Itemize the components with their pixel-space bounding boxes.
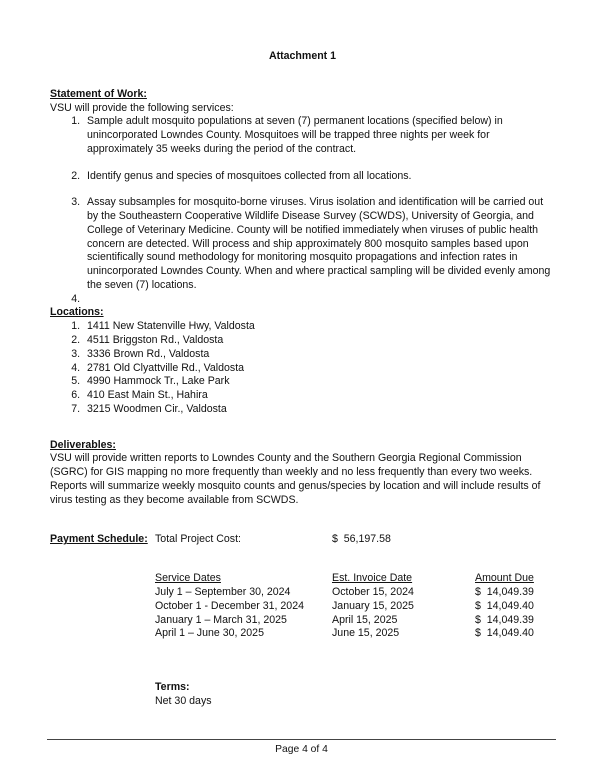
table-cell-invoice-date: January 15, 2025	[332, 599, 414, 612]
column-header-invoice-date: Est. Invoice Date	[332, 572, 413, 585]
locations-heading: Locations:	[50, 306, 104, 319]
terms-heading: Terms:	[155, 681, 190, 694]
list-item: 3. 3336 Brown Rd., Valdosta	[83, 348, 555, 362]
table-cell-service-dates: July 1 – September 30, 2024	[155, 585, 291, 598]
total-project-cost-value: $ 56,197.58	[332, 533, 391, 546]
table-cell-invoice-date: April 15, 2025	[332, 613, 398, 626]
list-item: 2. 4511 Briggston Rd., Valdosta	[83, 334, 555, 348]
table-cell-invoice-date: June 15, 2025	[332, 627, 400, 640]
list-item: 7. 3215 Woodmen Cir., Valdosta	[83, 403, 555, 417]
page-title: Attachment 1	[268, 50, 337, 62]
total-project-cost-label: Total Project Cost:	[155, 533, 241, 546]
statement-of-work-heading: Statement of Work:	[50, 87, 147, 100]
terms-value: Net 30 days	[155, 694, 212, 707]
list-item: 6. 410 East Main St., Hahira	[83, 389, 555, 403]
locations-list	[50, 320, 555, 416]
list-item: 1. Sample adult mosquito populations at seven (7) permanent locations (specified below) in unincorporated Lowndes County. Mosquitoes will be trapped three nights per week for approximately 35 weeks during the period of the contract.	[83, 115, 555, 156]
column-header-service-dates: Service Dates	[155, 572, 221, 585]
table-cell-service-dates: January 1 – March 31, 2025	[155, 613, 287, 626]
statement-of-work-list	[50, 115, 555, 306]
list-item: 2. Identify genus and species of mosquitoes collected from all locations.	[83, 170, 555, 184]
table-cell-amount-due: $ 14,049.39	[475, 613, 534, 626]
table-cell-service-dates: October 1 - December 31, 2024	[155, 599, 304, 612]
page-number: Page 4 of 4	[275, 743, 328, 755]
statement-of-work-intro: VSU will provide the following services:	[50, 101, 234, 114]
deliverables-text: VSU will provide written reports to Lowndes County and the Southern Georgia Regional Commission (SGRC) for GIS mapping no more frequently than weekly and no less frequently than every two weeks. Reports will summarize weekly mosquito counts and genus/species by location and will include results of virus testing as they become available from SCWDS.	[50, 452, 541, 506]
table-cell-amount-due: $ 14,049.39	[475, 585, 534, 598]
table-cell-amount-due: $ 14,049.40	[475, 627, 534, 640]
table-cell-invoice-date: October 15, 2024	[332, 585, 414, 598]
statement-of-work-section	[50, 88, 555, 307]
payment-schedule-heading: Payment Schedule:	[50, 533, 148, 546]
terms-section	[155, 681, 555, 709]
page-footer	[47, 739, 556, 756]
list-item	[83, 293, 555, 307]
table-cell-amount-due: $ 14,049.40	[475, 599, 534, 612]
payment-schedule-section	[50, 533, 555, 641]
list-item: 5. 4990 Hammock Tr., Lake Park	[83, 375, 555, 389]
deliverables-section	[50, 439, 555, 508]
list-item: 4. 2781 Old Clyattville Rd., Valdosta	[83, 362, 555, 376]
list-item: 3. Assay subsamples for mosquito-borne viruses. Virus isolation and identification will be carried out by the Southeastern Cooperative Wildlife Disease Survey (SCWDS), University of Georgia, and College of Veterinary Medicine. County will be notified immediately when viruses of public health concern are detected. Will process and ship approximately 800 mosquito samples based upon scientifically sound methodology for monitoring mosquito propagations and infection rates in unincorporated Lowndes County. When and where practical sampling will be divided evenly among the seven (7) locations.	[83, 196, 555, 292]
deliverables-heading: Deliverables:	[50, 438, 116, 451]
table-cell-service-dates: April 1 – June 30, 2025	[155, 627, 264, 640]
locations-section	[50, 306, 555, 416]
list-item: 1. 1411 New Statenville Hwy, Valdosta	[83, 320, 555, 334]
column-header-amount-due: Amount Due	[475, 572, 534, 585]
